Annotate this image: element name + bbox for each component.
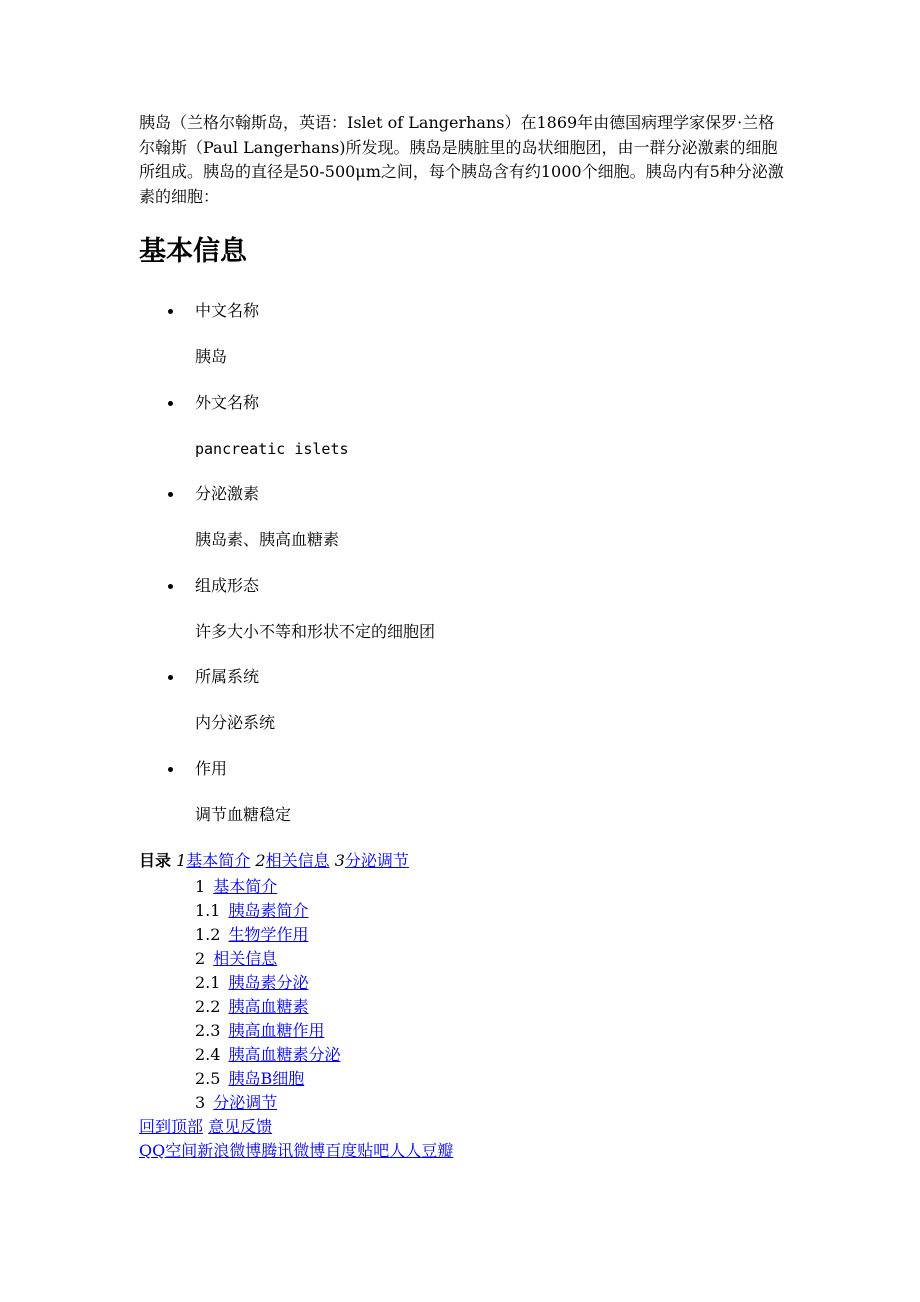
info-value: 许多大小不等和形状不定的细胞团 bbox=[195, 622, 436, 641]
toc-entry-number: 1.1 bbox=[195, 901, 221, 920]
info-value: 胰岛 bbox=[195, 347, 228, 366]
info-value: 调节血糖稳定 bbox=[195, 805, 292, 824]
toc-entry bbox=[195, 899, 308, 923]
list-bullet bbox=[168, 584, 173, 589]
toc-entry bbox=[195, 995, 308, 1019]
share-link-douban[interactable]: 豆瓣 bbox=[421, 1141, 454, 1160]
toc-entry-link[interactable]: 生物学作用 bbox=[228, 925, 309, 944]
feedback-link[interactable]: 意见反馈 bbox=[208, 1117, 273, 1136]
share-link-sina-weibo[interactable]: 新浪微博 bbox=[197, 1141, 262, 1160]
back-to-top-link[interactable]: 回到顶部 bbox=[139, 1117, 204, 1136]
info-term: 外文名称 bbox=[195, 393, 260, 412]
toc-entry-number: 2.5 bbox=[195, 1069, 221, 1088]
toc-entry bbox=[195, 1067, 304, 1091]
toc-entry-link[interactable]: 相关信息 bbox=[213, 949, 278, 968]
info-term: 所属系统 bbox=[195, 667, 260, 686]
toc-label: 目录 bbox=[139, 851, 172, 870]
toc-entry-link[interactable]: 胰高血糖作用 bbox=[228, 1021, 325, 1040]
toc-entry bbox=[195, 947, 277, 971]
toc-entry-number: 2 bbox=[195, 949, 206, 968]
toc-entry bbox=[195, 923, 308, 947]
toc-entry-link[interactable]: 胰高血糖素分泌 bbox=[228, 1045, 341, 1064]
section-heading-basic-info: 基本信息 bbox=[139, 236, 247, 267]
share-links bbox=[139, 1139, 453, 1163]
info-value: 胰岛素、胰高血糖素 bbox=[195, 530, 340, 549]
toc-entry-number: 3 bbox=[195, 1093, 206, 1112]
info-term: 分泌激素 bbox=[195, 484, 260, 503]
share-link-qzone[interactable]: QQ空间 bbox=[139, 1141, 198, 1160]
toc-entry-link[interactable]: 胰岛素分泌 bbox=[228, 973, 309, 992]
toc-entry-number: 1 bbox=[195, 877, 206, 896]
list-bullet bbox=[168, 309, 173, 314]
info-term: 作用 bbox=[195, 759, 228, 778]
info-value: pancreatic islets bbox=[195, 440, 349, 458]
toc-entry-number: 1.2 bbox=[195, 925, 221, 944]
info-value: 内分泌系统 bbox=[195, 713, 276, 732]
info-term: 中文名称 bbox=[195, 301, 260, 320]
toc-entry-link[interactable]: 胰高血糖素 bbox=[228, 997, 309, 1016]
toc-inline-link-related-info[interactable]: 相关信息 bbox=[265, 851, 330, 870]
toc-entry-number: 2.1 bbox=[195, 973, 221, 992]
toc-entry bbox=[195, 971, 308, 995]
list-bullet bbox=[168, 492, 173, 497]
toc-entry bbox=[195, 1043, 340, 1067]
toc-inline-number: 3 bbox=[334, 851, 345, 870]
toc-entry-link[interactable]: 胰岛素简介 bbox=[228, 901, 309, 920]
toc-entry bbox=[195, 1091, 277, 1115]
list-bullet bbox=[168, 767, 173, 772]
toc-inline bbox=[139, 849, 409, 873]
toc-entry-number: 2.4 bbox=[195, 1045, 221, 1064]
toc-entry-link[interactable]: 分泌调节 bbox=[213, 1093, 278, 1112]
toc-inline-number: 2 bbox=[255, 851, 266, 870]
list-bullet bbox=[168, 401, 173, 406]
toc-entry-number: 2.3 bbox=[195, 1021, 221, 1040]
toc-entry bbox=[195, 1019, 324, 1043]
toc-inline-link-secretion-regulation[interactable]: 分泌调节 bbox=[344, 851, 409, 870]
share-link-renren[interactable]: 人人 bbox=[389, 1141, 422, 1160]
toc-entry-number: 2.2 bbox=[195, 997, 221, 1016]
footer-actions bbox=[139, 1115, 272, 1139]
toc-entry-link[interactable]: 基本简介 bbox=[213, 877, 278, 896]
toc-inline-number: 1 bbox=[176, 851, 187, 870]
share-link-tencent-weibo[interactable]: 腾讯微博 bbox=[261, 1141, 326, 1160]
info-term: 组成形态 bbox=[195, 576, 260, 595]
intro-paragraph: 胰岛（兰格尔翰斯岛，英语：Islet of Langerhans）在1869年由德国病理学家保罗·兰格尔翰斯（Paul Langerhans)所发现。胰岛是胰脏里的岛状细胞团，由一群分泌激素的细胞所组成。胰岛的直径是50-500μm之间，每个胰岛含有约1000个细胞。胰岛内有5种分泌激素的细胞： bbox=[139, 113, 784, 206]
list-bullet bbox=[168, 675, 173, 680]
toc-entry bbox=[195, 875, 277, 899]
toc-inline-link-basic-intro[interactable]: 基本简介 bbox=[186, 851, 251, 870]
share-link-baidu-tieba[interactable]: 百度贴吧 bbox=[325, 1141, 390, 1160]
toc-entry-link[interactable]: 胰岛B细胞 bbox=[228, 1069, 305, 1088]
